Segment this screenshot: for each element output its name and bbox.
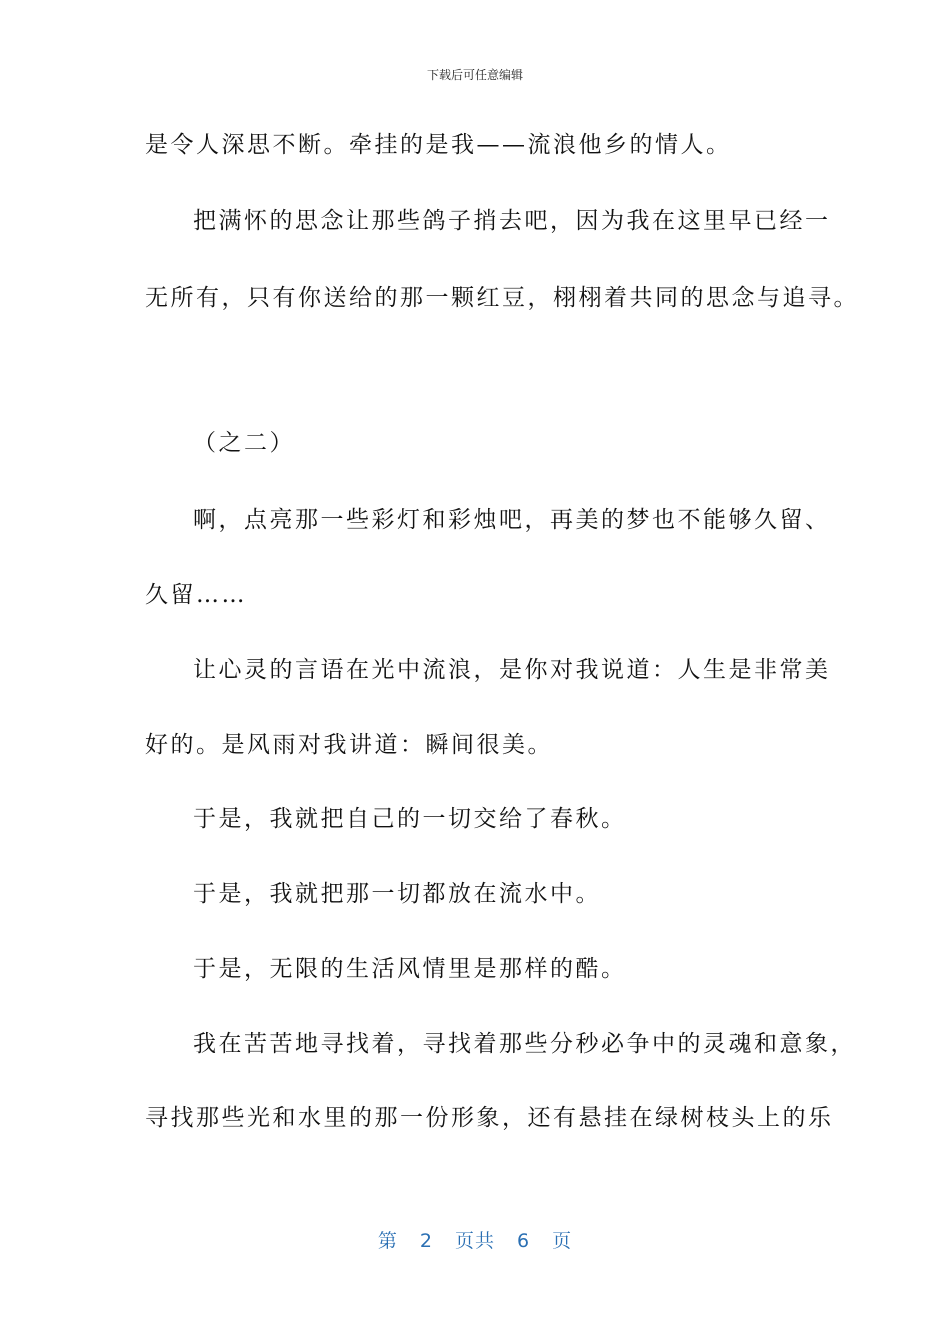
body-line: 啊，点亮那一些彩灯和彩烛吧，再美的梦也不能够久留、 xyxy=(193,507,831,533)
footer-total-pages: 6 xyxy=(517,1230,531,1252)
body-line: 于是，我就把自己的一切交给了春秋。 xyxy=(193,806,627,832)
body-line: 让心灵的言语在光中流浪，是你对我说道：人生是非常美 xyxy=(193,657,831,683)
body-line: 寻找那些光和水里的那一份形象，还有悬挂在绿树枝头上的乐 xyxy=(145,1105,834,1131)
footer-page-suffix: 页 xyxy=(552,1230,573,1252)
body-line: 把满怀的思念让那些鸽子捎去吧，因为我在这里早已经一 xyxy=(193,208,831,234)
body-line: 是令人深思不断。牵挂的是我——流浪他乡的情人。 xyxy=(145,132,732,158)
body-line: 我在苦苦地寻找着，寻找着那些分秒必争中的灵魂和意象， xyxy=(193,1031,856,1057)
footer-current-page: 2 xyxy=(419,1230,433,1252)
body-line: 好的。是风雨对我讲道：瞬间很美。 xyxy=(145,732,553,758)
body-line: 于是，无限的生活风情里是那样的酷。 xyxy=(193,956,627,982)
section-heading: （之二） xyxy=(193,430,295,456)
footer-total-word: 页共 xyxy=(454,1230,495,1252)
page-footer xyxy=(0,1226,950,1253)
header-note: 下载后可任意编辑 xyxy=(426,68,523,82)
body-line: 久留…… xyxy=(145,582,247,608)
body-line: 于是，我就把那一切都放在流水中。 xyxy=(193,881,601,907)
body-line: 无所有，只有你送给的那一颗红豆，栩栩着共同的思念与追寻。 xyxy=(145,285,859,311)
footer-page-word: 第 xyxy=(377,1230,398,1252)
